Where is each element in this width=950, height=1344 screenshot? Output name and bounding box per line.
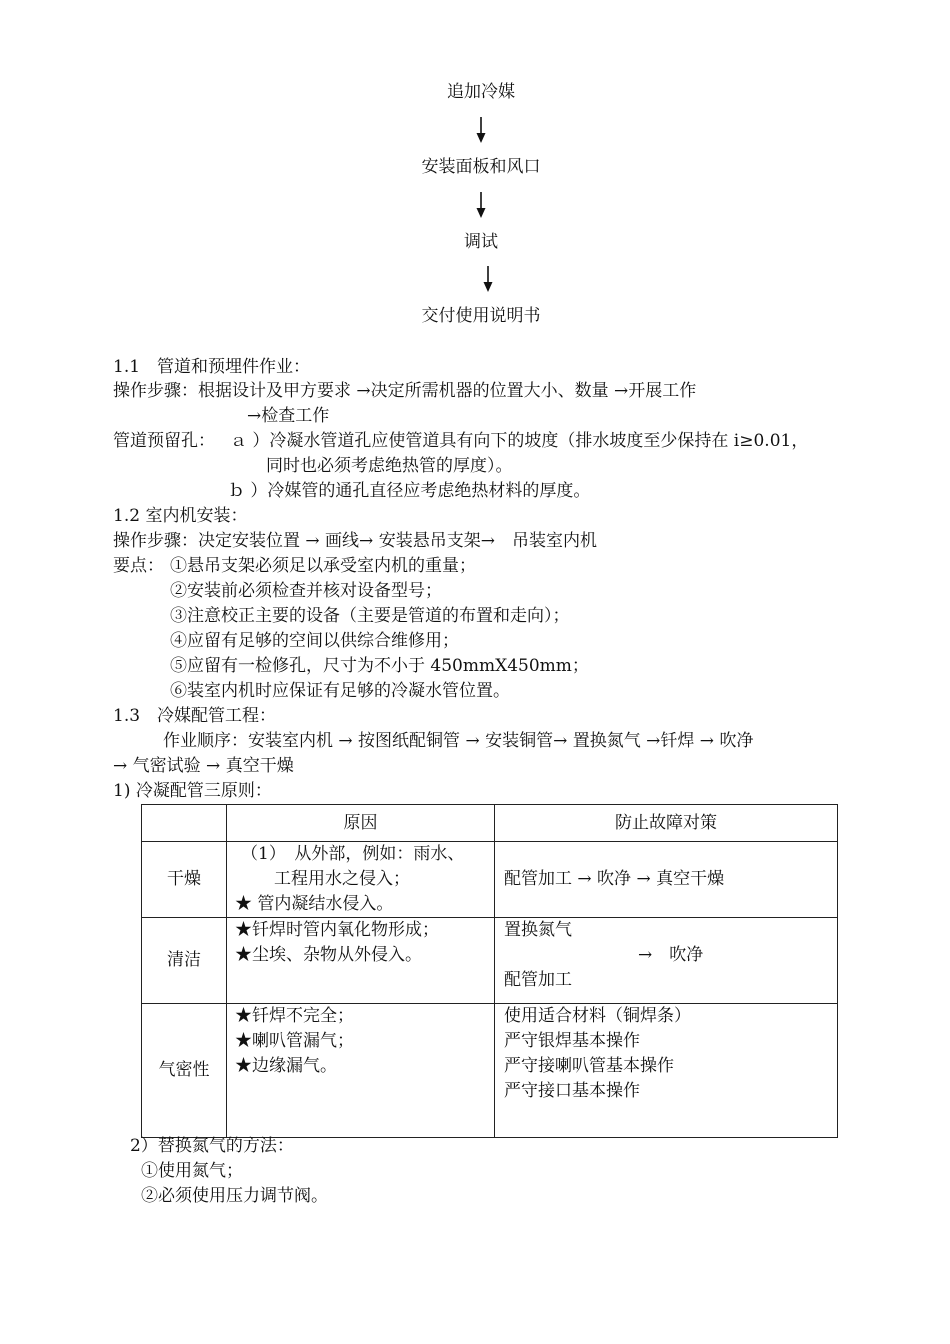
row-label: 干燥 [142, 842, 227, 918]
s12-point-4: ④应留有足够的空间以供综合维修用； [170, 631, 459, 651]
s11-hole-b: ｂ ）冷媒管的通孔直径应考虑绝热材料的厚度。 [228, 481, 591, 501]
cause-line: ★尘埃、杂物从外侵入。 [235, 945, 422, 965]
s13-order-line2: → 气密试验 → 真空干燥 [113, 756, 294, 776]
s2-item-1: ①使用氮气； [141, 1161, 243, 1181]
table-row [142, 842, 838, 918]
cause-line: ★钎焊时管内氧化物形成； [235, 920, 439, 940]
flow-step-1: 追加冷媒 [447, 82, 515, 102]
s11-steps-line1: 操作步骤：根据设计及甲方要求 →决定所需机器的位置大小、数量 →开展工作 [113, 381, 697, 401]
cause-line: （1） 从外部，例如：雨水、 [241, 844, 465, 864]
section-1-2-heading: 1.2 室内机安装： [113, 506, 248, 526]
cause-line: ★边缘漏气。 [235, 1056, 337, 1076]
s12-points-label: 要点： [113, 556, 164, 576]
s11-hole-a-line2: 同时也必须考虑绝热管的厚度）。 [266, 456, 513, 476]
s13-principles-title: 1) 冷凝配管三原则： [113, 781, 272, 801]
measure-line: 配管加工 [504, 970, 572, 990]
cause-cell [227, 842, 495, 918]
down-arrow-icon [475, 192, 487, 220]
s2-item-2: ②必须使用压力调节阀。 [141, 1186, 328, 1206]
measure-line: 严守接口基本操作 [504, 1081, 640, 1101]
section-1-1-heading: 1.1 管道和预埋件作业： [113, 357, 311, 377]
section-1-3-heading: 1.3 冷媒配管工程： [113, 706, 277, 726]
flow-step-3: 调试 [464, 232, 498, 252]
table-header-blank [142, 805, 227, 842]
table-row [142, 918, 838, 1004]
row-label: 气密性 [142, 1004, 227, 1138]
principles-table [141, 804, 838, 1138]
s11-hole-a-line1: ａ ）冷凝水管道孔应使管道具有向下的坡度（排水坡度至少保持在 i≥0.01， [230, 431, 809, 451]
s11-steps-line2: →检查工作 [247, 406, 330, 426]
section-2-heading: 2）替换氮气的方法： [130, 1136, 294, 1156]
table-header-measure: 防止故障对策 [495, 805, 838, 842]
measure-line: 使用适合材料（铜焊条） [504, 1006, 691, 1026]
cause-line: ★钎焊不完全； [235, 1006, 354, 1026]
measure-line: 严守接喇叭管基本操作 [504, 1056, 674, 1076]
measure-line: → 吹净 [638, 945, 704, 965]
table-header-row [142, 805, 838, 842]
measure-cell [495, 842, 838, 918]
s12-point-6: ⑥装室内机时应保证有足够的冷凝水管位置。 [170, 681, 510, 701]
measure-cell [495, 918, 838, 1004]
cause-cell [227, 918, 495, 1004]
flow-step-2: 安装面板和风口 [421, 157, 541, 177]
row-label: 清洁 [142, 918, 227, 1004]
s11-hole-label: 管道预留孔： [113, 431, 215, 451]
down-arrow-icon [482, 266, 494, 294]
s13-order-line1: 作业顺序：安装室内机 → 按图纸配铜管 → 安装铜管→ 置换氮气 →钎焊 → 吹净 [163, 731, 754, 751]
table-header-cause: 原因 [227, 805, 495, 842]
cause-line: ★ 管内凝结水侵入。 [235, 894, 394, 914]
measure-line: 配管加工 → 吹净 → 真空干燥 [504, 869, 725, 889]
cause-line: ★喇叭管漏气； [235, 1031, 354, 1051]
s12-steps: 操作步骤：决定安装位置 → 画线→ 安装悬吊支架→ 吊装室内机 [113, 531, 597, 551]
s12-point-3: ③注意校正主要的设备（主要是管道的布置和走向）； [170, 606, 570, 626]
s12-point-5: ⑤应留有一检修孔，尺寸为不小于 450mmX450mm； [170, 656, 589, 676]
s12-point-1: ①悬吊支架必须足以承受室内机的重量； [170, 556, 476, 576]
s12-point-2: ②安装前必须检查并核对设备型号； [170, 581, 442, 601]
measure-line: 置换氮气 [504, 920, 572, 940]
cause-line: 工程用水之侵入； [274, 869, 410, 889]
table-row [142, 1004, 838, 1138]
down-arrow-icon [475, 117, 487, 145]
measure-cell [495, 1004, 838, 1138]
cause-cell [227, 1004, 495, 1138]
flow-step-4: 交付使用说明书 [421, 306, 541, 326]
measure-line: 严守银焊基本操作 [504, 1031, 640, 1051]
